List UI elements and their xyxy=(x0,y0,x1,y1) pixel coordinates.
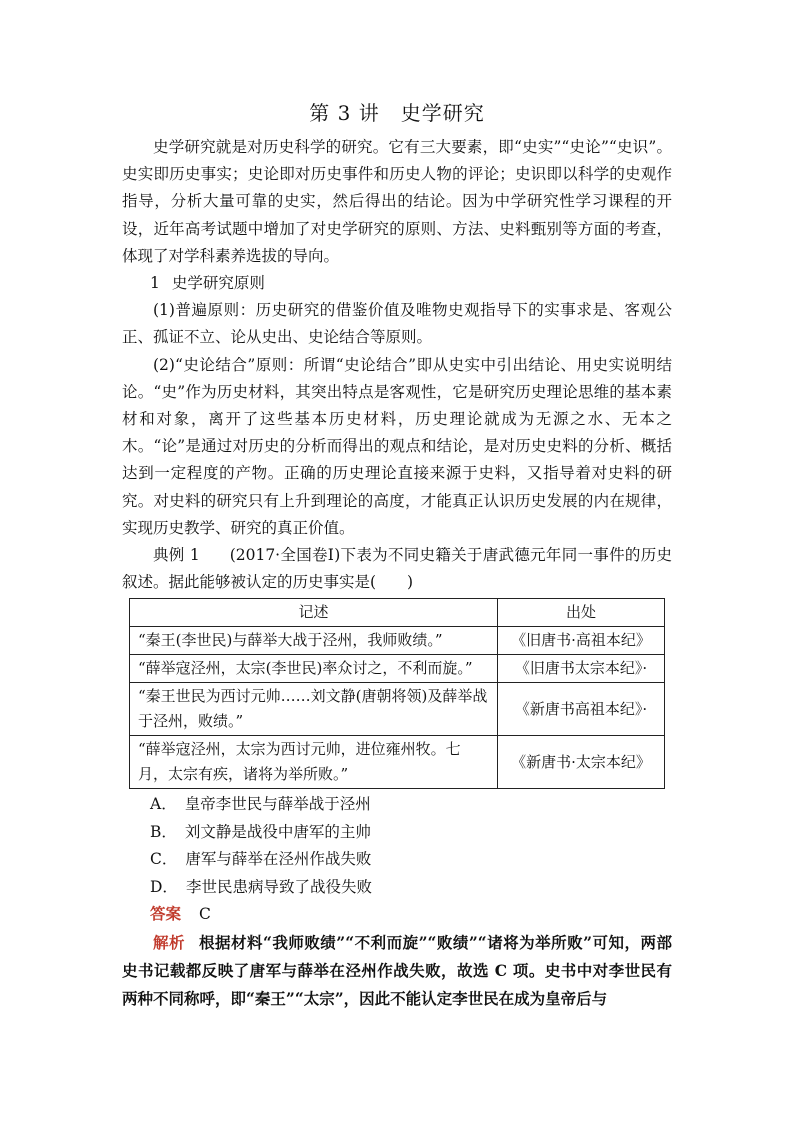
header-record: 记述 xyxy=(130,599,498,627)
section-title: 史学研究原则 xyxy=(171,274,265,293)
principle-history-theory: (2)“史论结合”原则：所谓“史论结合”即从史实中引出结论、用史实说明结论。“史”作为历史材料，其突出特点是客观性，它是研究历史理论思维的基本素材和对象，离开了这些基本历史材料，历史理论就成为无源之水、无本之木。“论”是通过对历史的分析而得出的观点和结论，是对历史史料的分析、概括达到一定程度的产物。正确的历史理论直接来源于史料，又指导着对史料的研究。对史料的研究只有上升到理论的高度，才能真正认识历史发展的内在规律，实现历史教学、研究的真正价值。 xyxy=(122,355,672,537)
option-text: 刘文静是战役中唐军的主帅 xyxy=(184,822,371,841)
source-cell: 《新唐书高祖本纪》· xyxy=(498,683,665,736)
option-letter: B． xyxy=(150,822,177,841)
option-text: 唐军与薛举在泾州作战失败 xyxy=(185,850,372,869)
source-cell: 《新唐书·太宗本纪》 xyxy=(498,736,665,789)
option-text: 李世民患病导致了战役失败 xyxy=(185,877,372,896)
analysis-text: 根据材料“我师败绩”“不利而旋”“败绩”“诸将为举所败”可知，两部史书记载都反映了唐军与薛举在泾州作战失败，故选 C 项。史书中对李世民有两种不同称呼，即“秦王”“太宗”，因此不能认定李世民在成为皇帝后与 xyxy=(122,932,672,1008)
option-text: 皇帝李世民与薛举战于泾州 xyxy=(184,795,371,814)
record-cell: “秦王世民为西讨元帅……刘文静(唐朝将领)及薛举战于泾州，败绩。” xyxy=(130,683,498,736)
header-source: 出处 xyxy=(498,599,665,627)
option-letter: C． xyxy=(150,850,178,869)
example-text: (2017·全国卷Ⅰ)下表为不同史籍关于唐武德元年同一事件的历史叙述。据此能够被认定的历史事实是( ) xyxy=(122,546,672,592)
option-letter: D． xyxy=(150,877,178,896)
table-row xyxy=(130,655,665,683)
analysis-tag: 解析 xyxy=(153,933,185,952)
table-header-row xyxy=(130,599,665,627)
record-cell: “薛举寇泾州，太宗为西讨元帅，进位雍州牧。七月，太宗有疾，诸将为举所败。” xyxy=(130,736,498,789)
option-b xyxy=(122,819,672,847)
principle-universal: (1)普遍原则：历史研究的借鉴价值及唯物史观指导下的实事求是、客观公正、孤证不立、论从史出、史论结合等原则。 xyxy=(122,301,672,347)
answer-tag: 答案 xyxy=(150,905,182,924)
source-cell: 《旧唐书·高祖本纪》 xyxy=(498,627,665,655)
table-row xyxy=(130,683,665,736)
record-cell: “薛举寇泾州，太宗(李世民)率众讨之，不利而旋。” xyxy=(130,655,498,683)
intro-paragraph: 史学研究就是对历史科学的研究。它有三大要素，即“史实”“史论”“史识”。史实即历史事实；史论即对历史事件和历史人物的评论；史识即以科学的史观作指导，分析大量可靠的史实，然后得出的结论。因为中学研究性学习课程的开设，近年高考试题中增加了对史学研究的原则、方法、史料甄别等方面的考查，体现了对学科素养选拔的导向。 xyxy=(122,138,672,265)
lecture-title: 第 3 讲 史学研究 xyxy=(309,101,485,125)
option-c xyxy=(122,846,672,874)
answer-options xyxy=(122,791,672,901)
table-row xyxy=(130,736,665,789)
section-heading xyxy=(122,270,672,297)
answer-value: C xyxy=(199,905,211,924)
example-label: 典例 1 xyxy=(153,546,200,565)
option-a xyxy=(122,791,672,819)
analysis-paragraph xyxy=(122,929,672,1013)
answer-line xyxy=(122,901,672,929)
option-letter: A． xyxy=(150,795,177,814)
record-cell: “秦王(李世民)与薛举大战于泾州，我师败绩。” xyxy=(130,627,498,655)
example-question xyxy=(122,542,672,596)
option-d xyxy=(122,874,672,902)
source-cell: 《旧唐书太宗本纪》· xyxy=(498,655,665,683)
table-row xyxy=(130,627,665,655)
section-number: 1 xyxy=(150,274,160,293)
document-page xyxy=(122,100,672,1012)
records-table xyxy=(129,598,665,789)
